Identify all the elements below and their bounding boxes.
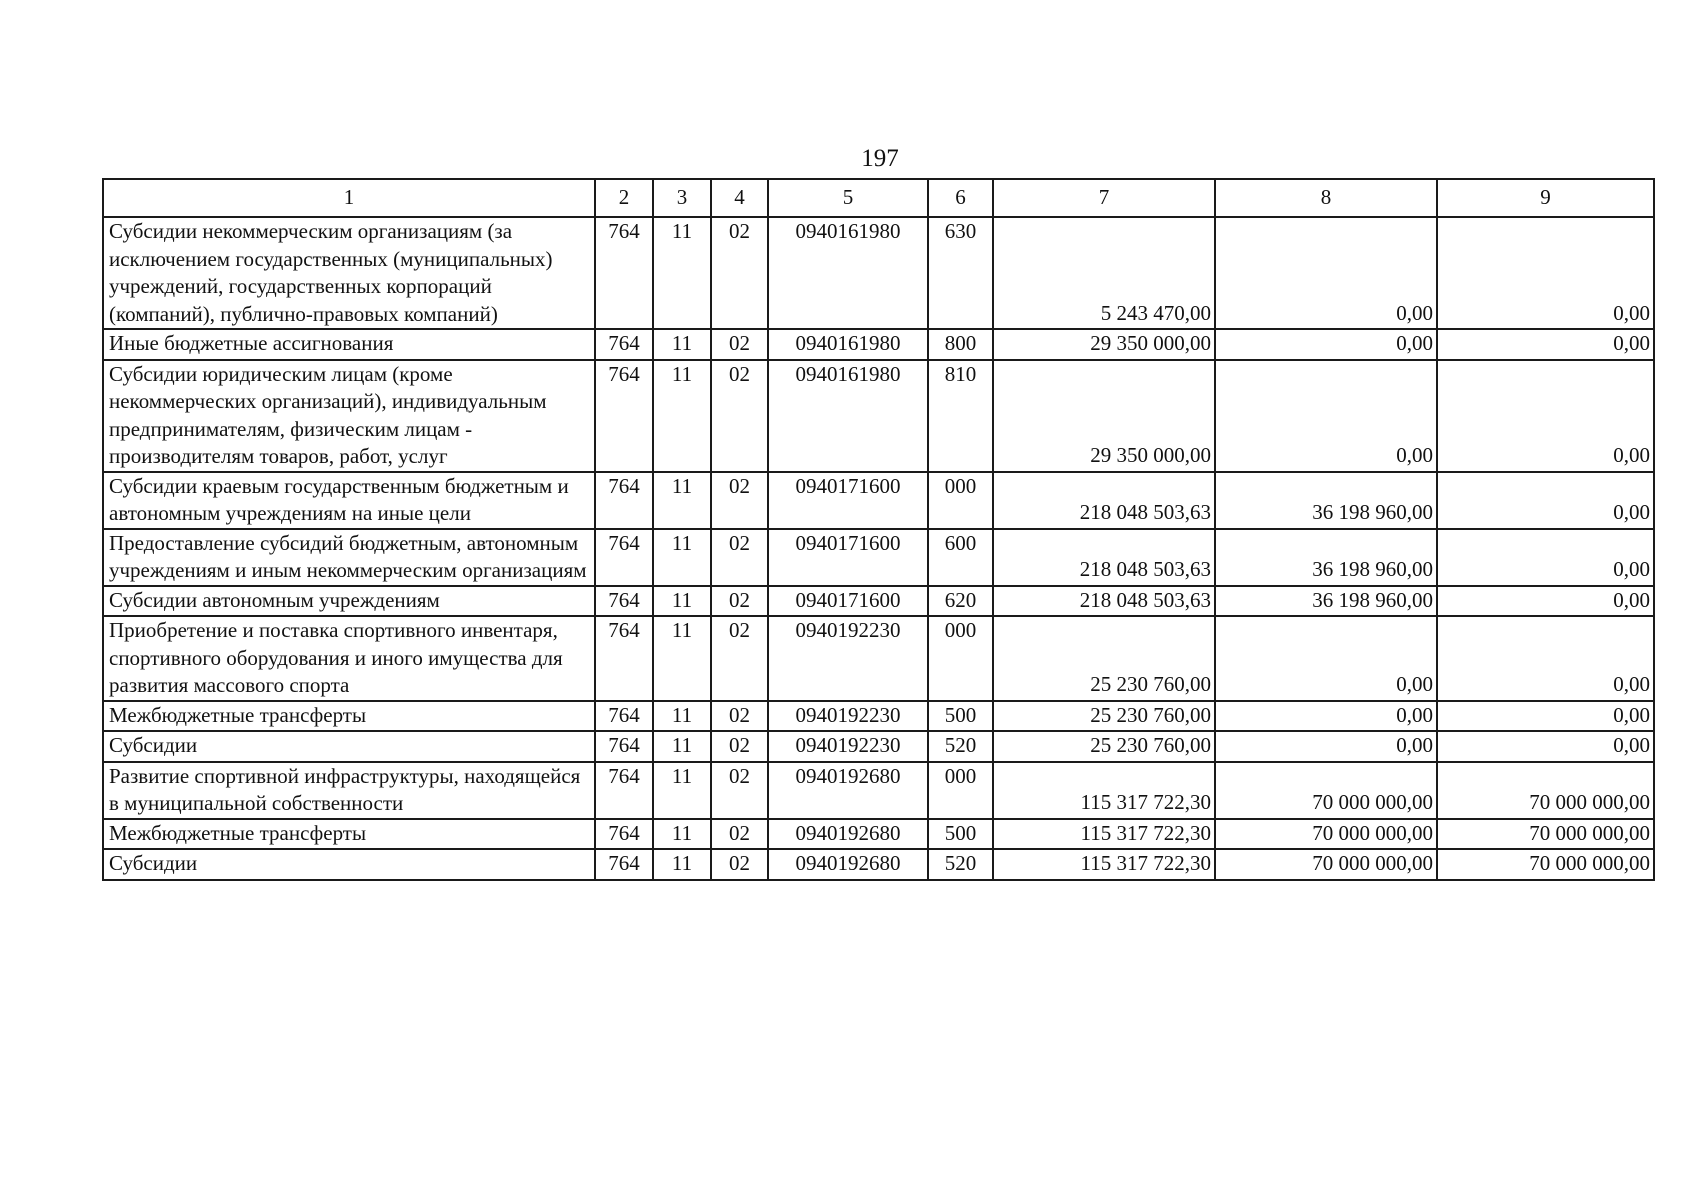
- code-cell: 764: [595, 329, 653, 360]
- amount-cell: 70 000 000,00: [1215, 849, 1437, 880]
- amount-cell: 0,00: [1215, 731, 1437, 762]
- amount-cell: 29 350 000,00: [993, 329, 1215, 360]
- row-name-cell: Предоставление субсидий бюджетным, автономным учреждениям и иным некоммерческим организациям: [103, 529, 595, 586]
- code-cell: 11: [653, 360, 711, 472]
- code-cell: 11: [653, 701, 711, 732]
- code-cell: 500: [928, 701, 993, 732]
- table-row: [103, 217, 1654, 329]
- amount-cell: 218 048 503,63: [993, 529, 1215, 586]
- amount-cell: 0,00: [1437, 586, 1654, 617]
- header-cell: 7: [993, 179, 1215, 217]
- code-cell: 764: [595, 731, 653, 762]
- code-cell: 02: [711, 586, 768, 617]
- amount-cell: 0,00: [1437, 529, 1654, 586]
- amount-cell: 218 048 503,63: [993, 472, 1215, 529]
- amount-cell: 0,00: [1215, 329, 1437, 360]
- code-cell: 11: [653, 217, 711, 329]
- amount-cell: 0,00: [1437, 616, 1654, 701]
- code-cell: 764: [595, 819, 653, 850]
- code-cell: 0940171600: [768, 472, 928, 529]
- amount-cell: 36 198 960,00: [1215, 529, 1437, 586]
- budget-table: [102, 178, 1655, 881]
- code-cell: 11: [653, 762, 711, 819]
- code-cell: 02: [711, 616, 768, 701]
- table-row: [103, 586, 1654, 617]
- code-cell: 02: [711, 529, 768, 586]
- header-cell: 6: [928, 179, 993, 217]
- amount-cell: 0,00: [1215, 360, 1437, 472]
- header-cell: 4: [711, 179, 768, 217]
- code-cell: 000: [928, 472, 993, 529]
- page-number: 197: [861, 145, 899, 172]
- code-cell: 11: [653, 529, 711, 586]
- code-cell: 11: [653, 472, 711, 529]
- code-cell: 810: [928, 360, 993, 472]
- code-cell: 520: [928, 731, 993, 762]
- table-row: [103, 472, 1654, 529]
- code-cell: 02: [711, 849, 768, 880]
- amount-cell: 115 317 722,30: [993, 849, 1215, 880]
- amount-cell: 0,00: [1215, 701, 1437, 732]
- code-cell: 520: [928, 849, 993, 880]
- amount-cell: 0,00: [1437, 731, 1654, 762]
- code-cell: 02: [711, 819, 768, 850]
- header-cell: 2: [595, 179, 653, 217]
- row-name-cell: Межбюджетные трансферты: [103, 701, 595, 732]
- row-name-cell: Субсидии краевым государственным бюджетным и автономным учреждениям на иные цели: [103, 472, 595, 529]
- code-cell: 764: [595, 586, 653, 617]
- code-cell: 0940192230: [768, 701, 928, 732]
- header-row: [103, 179, 1654, 217]
- code-cell: 02: [711, 360, 768, 472]
- code-cell: 764: [595, 762, 653, 819]
- amount-cell: 70 000 000,00: [1215, 819, 1437, 850]
- amount-cell: 115 317 722,30: [993, 819, 1215, 850]
- table-row: [103, 849, 1654, 880]
- code-cell: 764: [595, 701, 653, 732]
- code-cell: 11: [653, 329, 711, 360]
- code-cell: 000: [928, 616, 993, 701]
- amount-cell: 0,00: [1437, 329, 1654, 360]
- code-cell: 0940192680: [768, 819, 928, 850]
- amount-cell: 25 230 760,00: [993, 731, 1215, 762]
- code-cell: 02: [711, 701, 768, 732]
- amount-cell: 25 230 760,00: [993, 701, 1215, 732]
- amount-cell: 70 000 000,00: [1437, 819, 1654, 850]
- amount-cell: 0,00: [1215, 616, 1437, 701]
- header-cell: 9: [1437, 179, 1654, 217]
- amount-cell: 0,00: [1215, 217, 1437, 329]
- amount-cell: 70 000 000,00: [1437, 762, 1654, 819]
- code-cell: 0940171600: [768, 529, 928, 586]
- row-name-cell: Субсидии юридическим лицам (кроме некоммерческих организаций), индивидуальным предпринимателям, физическим лицам - производителям товаров, работ, услуг: [103, 360, 595, 472]
- code-cell: 500: [928, 819, 993, 850]
- row-name-cell: Приобретение и поставка спортивного инвентаря, спортивного оборудования и иного имущества для развития массового спорта: [103, 616, 595, 701]
- code-cell: 0940161980: [768, 360, 928, 472]
- code-cell: 600: [928, 529, 993, 586]
- code-cell: 0940192230: [768, 731, 928, 762]
- table-row: [103, 529, 1654, 586]
- header-cell: 3: [653, 179, 711, 217]
- code-cell: 800: [928, 329, 993, 360]
- amount-cell: 36 198 960,00: [1215, 586, 1437, 617]
- code-cell: 764: [595, 849, 653, 880]
- code-cell: 764: [595, 529, 653, 586]
- code-cell: 0940192680: [768, 762, 928, 819]
- code-cell: 11: [653, 616, 711, 701]
- table-row: [103, 731, 1654, 762]
- code-cell: 0940161980: [768, 217, 928, 329]
- code-cell: 11: [653, 819, 711, 850]
- code-cell: 02: [711, 472, 768, 529]
- code-cell: 0940171600: [768, 586, 928, 617]
- code-cell: 764: [595, 616, 653, 701]
- row-name-cell: Субсидии: [103, 731, 595, 762]
- code-cell: 0940192680: [768, 849, 928, 880]
- amount-cell: 36 198 960,00: [1215, 472, 1437, 529]
- amount-cell: 0,00: [1437, 217, 1654, 329]
- amount-cell: 218 048 503,63: [993, 586, 1215, 617]
- table-row: [103, 616, 1654, 701]
- amount-cell: 0,00: [1437, 472, 1654, 529]
- header-cell: 5: [768, 179, 928, 217]
- amount-cell: 0,00: [1437, 360, 1654, 472]
- code-cell: 02: [711, 217, 768, 329]
- row-name-cell: Субсидии автономным учреждениям: [103, 586, 595, 617]
- row-name-cell: Развитие спортивной инфраструктуры, находящейся в муниципальной собственности: [103, 762, 595, 819]
- table-row: [103, 701, 1654, 732]
- code-cell: 764: [595, 217, 653, 329]
- code-cell: 11: [653, 586, 711, 617]
- row-name-cell: Иные бюджетные ассигнования: [103, 329, 595, 360]
- amount-cell: 29 350 000,00: [993, 360, 1215, 472]
- code-cell: 02: [711, 329, 768, 360]
- code-cell: 764: [595, 360, 653, 472]
- code-cell: 02: [711, 731, 768, 762]
- table-row: [103, 329, 1654, 360]
- row-name-cell: Субсидии: [103, 849, 595, 880]
- code-cell: 764: [595, 472, 653, 529]
- table-row: [103, 360, 1654, 472]
- header-cell: 8: [1215, 179, 1437, 217]
- header-cell: 1: [103, 179, 595, 217]
- code-cell: 02: [711, 762, 768, 819]
- code-cell: 630: [928, 217, 993, 329]
- code-cell: 000: [928, 762, 993, 819]
- amount-cell: 70 000 000,00: [1215, 762, 1437, 819]
- amount-cell: 70 000 000,00: [1437, 849, 1654, 880]
- code-cell: 0940161980: [768, 329, 928, 360]
- code-cell: 620: [928, 586, 993, 617]
- row-name-cell: Межбюджетные трансферты: [103, 819, 595, 850]
- table-row: [103, 762, 1654, 819]
- row-name-cell: Субсидии некоммерческим организациям (за исключением государственных (муниципальных) учреждений, государственных корпораций (компаний), публично-правовых компаний): [103, 217, 595, 329]
- code-cell: 11: [653, 849, 711, 880]
- code-cell: 0940192230: [768, 616, 928, 701]
- table-row: [103, 819, 1654, 850]
- amount-cell: 0,00: [1437, 701, 1654, 732]
- amount-cell: 115 317 722,30: [993, 762, 1215, 819]
- amount-cell: 25 230 760,00: [993, 616, 1215, 701]
- code-cell: 11: [653, 731, 711, 762]
- amount-cell: 5 243 470,00: [993, 217, 1215, 329]
